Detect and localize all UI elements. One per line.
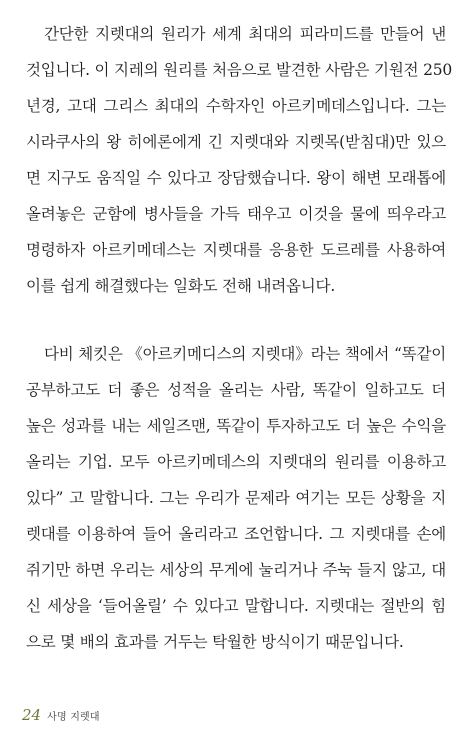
text-line: 공부하고도 더 좋은 성적을 올리는 사람, 똑같이 일하고도 더 (26, 381, 446, 399)
text-line: 높은 성과를 내는 세일즈맨, 똑같이 투자하고도 더 높은 수익을 (26, 417, 446, 435)
text-line: 있다” 고 말합니다. 그는 우리가 문제라 여기는 모든 상황을 지 (26, 489, 446, 507)
page-number: 24 (22, 706, 42, 724)
text-line: 렛대를 이용하여 들어 올리라고 조언합니다. 그 지렛대를 손에 (26, 525, 446, 543)
text-line: 올리는 기업. 모두 아르키메데스의 지렛대의 원리를 이용하고 (26, 453, 446, 471)
text-line: 명령하자 아르키메데스는 지렛대를 응용한 도르레를 사용하여 (26, 241, 446, 259)
page-footer (22, 706, 100, 724)
text-line: 간단한 지렛대의 원리가 세계 최대의 피라미드를 만들어 낸 (44, 25, 446, 43)
text-line: 년경, 고대 그리스 최대의 수학자인 아르키메데스입니다. 그는 (26, 97, 446, 115)
text-line: 다비 체킷은 《아르키메디스의 지렛대》라는 책에서 “똑같이 (44, 345, 446, 363)
text-line: 시라쿠사의 왕 히에론에게 긴 지렛대와 지렛목(받침대)만 있으 (26, 133, 446, 151)
text-line: 신 세상을 ‘들어올릴’ 수 있다고 말합니다. 지렛대는 절반의 힘 (26, 597, 446, 615)
paragraph-1 (26, 16, 453, 304)
text-line: 올려놓은 군함에 병사들을 가득 태우고 이것을 물에 띄우라고 (26, 205, 446, 223)
text-line: 면 지구도 움직일 수 있다고 장담했습니다. 왕이 해변 모래톱에 (26, 169, 446, 187)
running-title: 사명 지렛대 (47, 712, 100, 723)
paragraph-2 (26, 336, 446, 660)
text-line: 쥐기만 하면 우리는 세상의 무게에 눌리거나 주눅 들지 않고, 대 (26, 561, 446, 579)
text-line-last: 으로 몇 배의 효과를 거두는 탁월한 방식이기 때문입니다. (26, 633, 404, 651)
text-line: 것입니다. 이 지레의 원리를 처음으로 발견한 사람은 기원전 250 (26, 61, 453, 79)
text-line-last: 이를 쉽게 해결했다는 일화도 전해 내려옵니다. (26, 277, 336, 295)
